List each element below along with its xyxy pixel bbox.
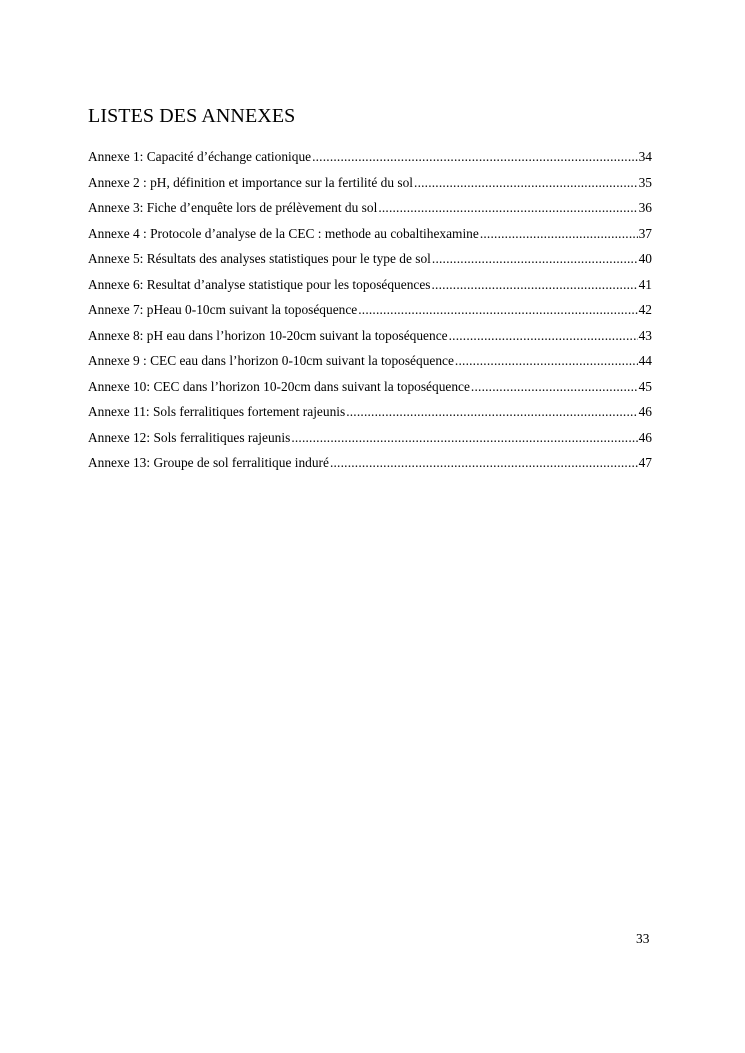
annex-entry-page: 34 bbox=[638, 149, 652, 164]
dot-leader bbox=[471, 377, 638, 397]
annex-entry-label: Annexe 11: Sols ferralitiques fortement rajeunis bbox=[88, 404, 346, 419]
dot-leader bbox=[330, 453, 638, 473]
dot-leader bbox=[455, 351, 638, 371]
annex-entry-page: 44 bbox=[638, 353, 652, 368]
annex-entry-label: Annexe 12: Sols ferralitiques rajeunis bbox=[88, 429, 291, 445]
annex-entry-page: 36 bbox=[638, 200, 652, 215]
annex-entry-label: Annexe 3: Fiche d’enquête lors de prélèvement du sol bbox=[88, 200, 378, 215]
annex-entry-label: Annexe 4 : Protocole d’analyse de la CEC : methode au cobaltihexamine bbox=[88, 225, 479, 241]
annex-entry-page: 46 bbox=[638, 404, 652, 419]
annex-entry-label: Annexe 13: Groupe de sol ferralitique induré bbox=[88, 455, 329, 470]
annex-entry-page: 37 bbox=[638, 225, 652, 241]
dot-leader bbox=[414, 173, 638, 193]
annex-entry-label: Annexe 9 : CEC eau dans l’horizon 0-10cm suivant la toposéquence bbox=[88, 353, 454, 368]
dot-leader bbox=[432, 249, 638, 269]
annex-entry-label: Annexe 10: CEC dans l’horizon 10-20cm dans suivant la toposéquence bbox=[88, 378, 470, 394]
dot-leader bbox=[312, 147, 638, 167]
annex-entry-page: 42 bbox=[638, 302, 652, 317]
annex-entry-4[interactable] bbox=[88, 224, 652, 250]
dot-leader bbox=[480, 224, 638, 244]
annex-entry-label: Annexe 8: pH eau dans l’horizon 10-20cm suivant la toposéquence bbox=[88, 327, 448, 343]
annex-entry-label: Annexe 1: Capacité d’échange cationique bbox=[88, 149, 312, 164]
dot-leader bbox=[358, 300, 637, 320]
dot-leader bbox=[449, 326, 638, 346]
annex-entry-label: Annexe 6: Resultat d’analyse statistique pour les toposéquences bbox=[88, 276, 431, 292]
annex-entry-label: Annexe 2 : pH, définition et importance sur la fertilité du sol bbox=[88, 174, 414, 190]
annex-entry-page: 40 bbox=[638, 251, 652, 266]
annex-entry-page: 43 bbox=[638, 327, 652, 343]
dot-leader bbox=[346, 402, 637, 422]
annex-entry-label: Annexe 5: Résultats des analyses statistiques pour le type de sol bbox=[88, 251, 431, 266]
dot-leader bbox=[378, 198, 637, 218]
annex-entry-12[interactable] bbox=[88, 428, 652, 454]
annex-entry-2[interactable] bbox=[88, 173, 652, 199]
annex-entry-1[interactable] bbox=[88, 147, 652, 173]
annex-entry-page: 41 bbox=[638, 276, 652, 292]
annex-entry-11[interactable] bbox=[88, 402, 652, 428]
annex-entry-10[interactable] bbox=[88, 377, 652, 403]
annex-entry-label: Annexe 7: pHeau 0-10cm suivant la toposéquence bbox=[88, 302, 358, 317]
dot-leader bbox=[291, 428, 637, 448]
annex-entry-page: 46 bbox=[638, 429, 652, 445]
annex-list bbox=[88, 147, 652, 479]
annex-entry-13[interactable] bbox=[88, 453, 652, 479]
annex-entry-page: 45 bbox=[638, 378, 652, 394]
annex-entry-3[interactable] bbox=[88, 198, 652, 224]
annex-entry-page: 35 bbox=[638, 174, 652, 190]
page-number: 33 bbox=[636, 931, 650, 946]
annex-entry-9[interactable] bbox=[88, 351, 652, 377]
annex-entry-6[interactable] bbox=[88, 275, 652, 301]
annex-entry-8[interactable] bbox=[88, 326, 652, 352]
annex-entry-5[interactable] bbox=[88, 249, 652, 275]
annex-entry-7[interactable] bbox=[88, 300, 652, 326]
dot-leader bbox=[432, 275, 638, 295]
page-title: LISTES DES ANNEXES bbox=[88, 105, 296, 127]
annex-entry-page: 47 bbox=[638, 455, 652, 470]
